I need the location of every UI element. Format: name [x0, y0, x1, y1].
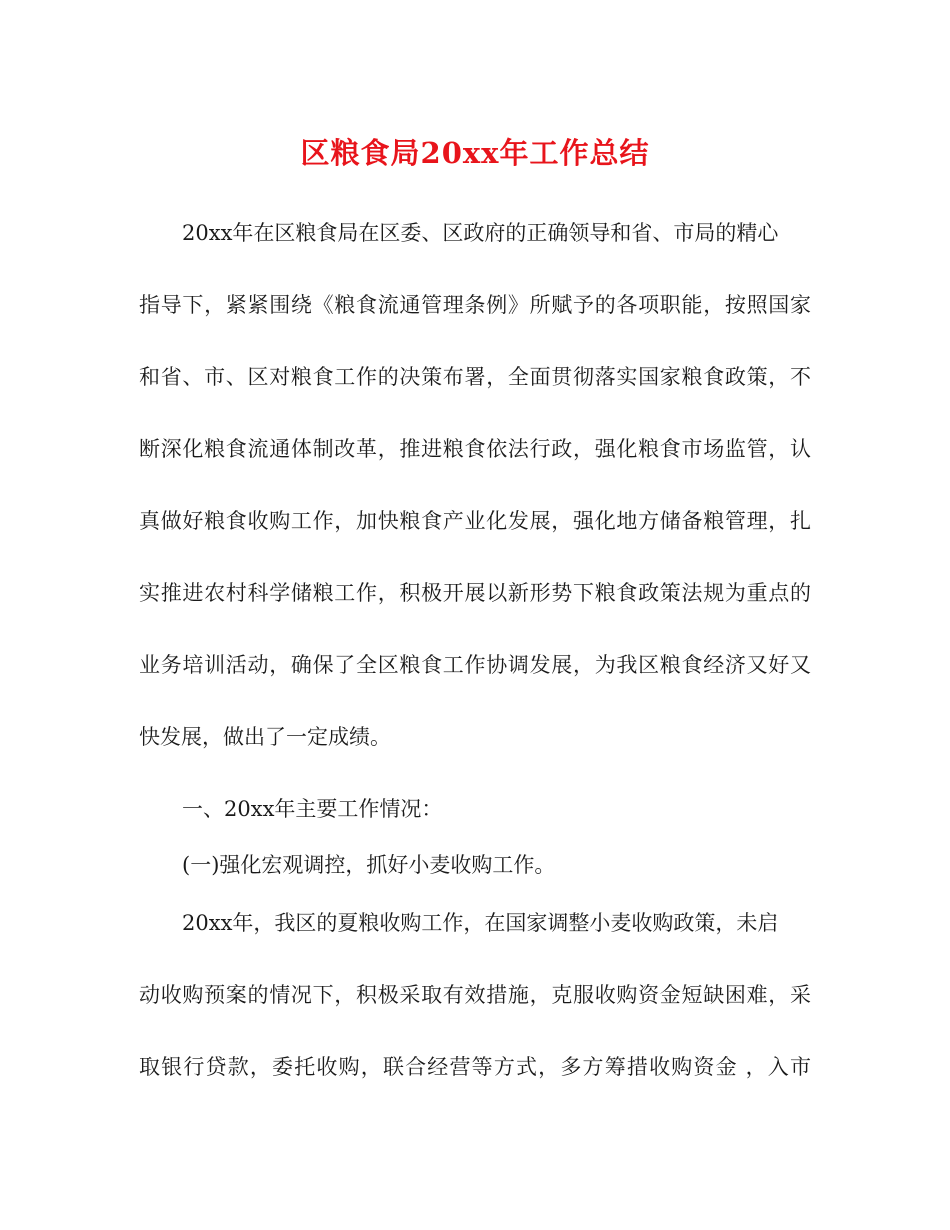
section-heading: 一、20xx年主要工作情况： [182, 797, 443, 821]
paragraph-line: 快发展，做出了一定成绩。 [139, 725, 391, 749]
paragraph-line: 取银行贷款，委托收购，联合经营等方式，多方筹措收购资金 ，入市 [139, 1055, 811, 1079]
document-title: 区粮食局20xx年工作总结 [300, 136, 650, 170]
paragraph-line: 和省、市、区对粮食工作的决策布署，全面贯彻落实国家粮食政策，不 [139, 365, 811, 389]
paragraph-line: 指导下，紧紧围绕《粮食流通管理条例》所赋予的各项职能，按照国家 [139, 293, 811, 317]
paragraph-line: 真做好粮食收购工作，加快粮食产业化发展，强化地方储备粮管理，扎 [139, 509, 811, 533]
paragraph-line: 实推进农村科学储粮工作，积极开展以新形势下粮食政策法规为重点的 [139, 581, 811, 605]
subsection-heading: (一)强化宏观调控，抓好小麦收购工作。 [182, 853, 556, 877]
paragraph-line: 业务培训活动，确保了全区粮食工作协调发展，为我区粮食经济又好又 [139, 653, 811, 677]
paragraph-line: 20xx年，我区的夏粮收购工作，在国家调整小麦收购政策，未启 [182, 911, 779, 935]
paragraph-line: 20xx年在区粮食局在区委、区政府的正确领导和省、市局的精心 [182, 221, 779, 245]
paragraph-line: 断深化粮食流通体制改革，推进粮食依法行政，强化粮食市场监管，认 [139, 437, 811, 461]
paragraph-line: 动收购预案的情况下，积极采取有效措施，克服收购资金短缺困难，采 [139, 983, 811, 1007]
